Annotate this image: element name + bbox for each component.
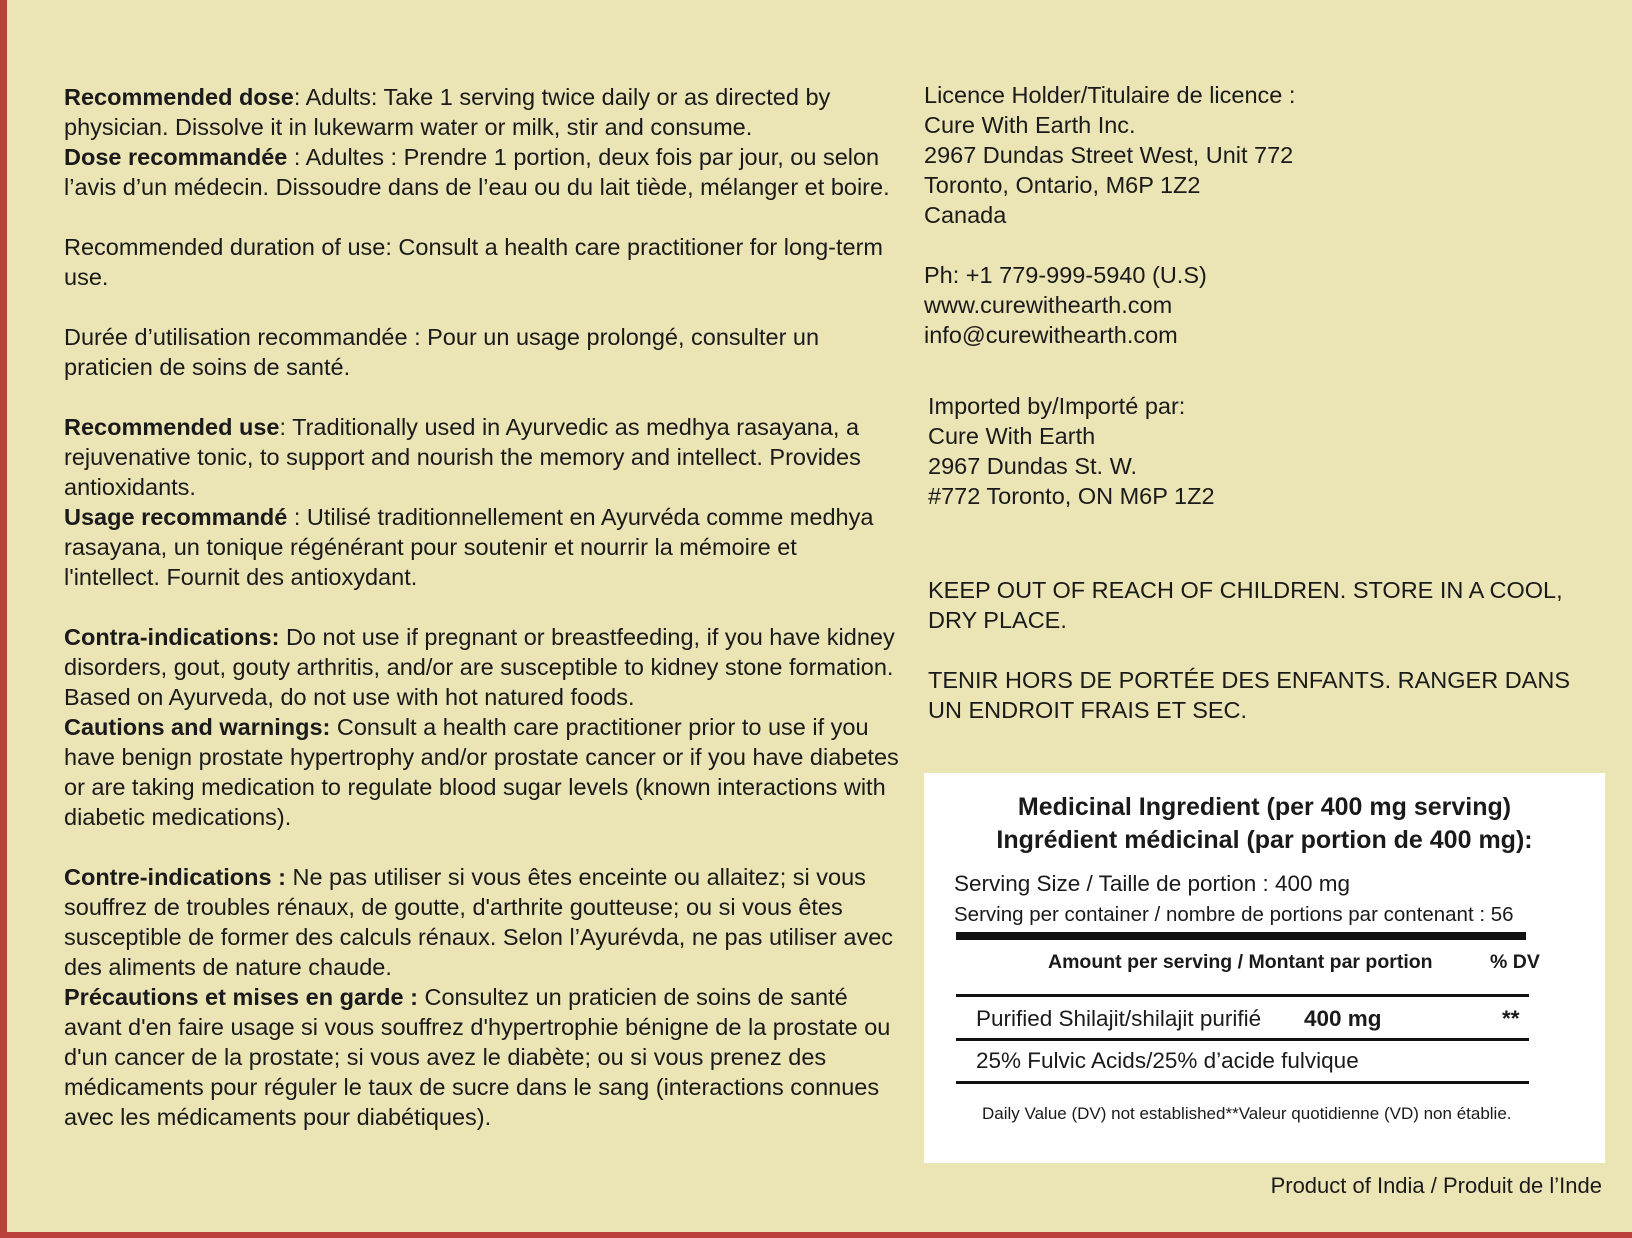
storage-warning-fr: TENIR HORS DE PORTÉE DES ENFANTS. RANGER DANS UN ENDROIT FRAIS ET SEC. xyxy=(928,667,1571,723)
bottom-border xyxy=(0,1232,1632,1238)
servings-per-container: Serving per container / nombre de portions par contenant : 56 xyxy=(954,903,1514,926)
ingredient-dv: ** xyxy=(1502,1006,1520,1031)
contra-fr: Contre-indications : Ne pas utiliser si vous êtes enceinte ou allaitez; si vous souffrez de troubles rénaux, de goutte, d'arthrite goutteuse; ou si vous êtes susceptible de former des calculs rénaux. Selon l’Ayurévda, ne pas utiliser avec des aliments de nature chaude. xyxy=(64,864,894,980)
amount-header: Amount per serving / Montant par portion xyxy=(1048,951,1433,973)
duration-en: Recommended duration of use: Consult a health care practitioner for long-term use. xyxy=(64,234,884,290)
rule-2 xyxy=(956,1038,1529,1041)
importer-name: Cure With Earth xyxy=(928,423,1096,449)
panel-title-fr: Ingrédient médicinal (par portion de 400 mg): xyxy=(996,826,1533,854)
importer-heading: Imported by/Importé par: xyxy=(928,393,1186,419)
rule-1 xyxy=(956,994,1529,997)
licence-block xyxy=(924,80,1295,350)
licence-city: Toronto, Ontario, M6P 1Z2 xyxy=(924,172,1201,198)
left-column xyxy=(64,82,899,1132)
website-link[interactable]: www.curewithearth.com xyxy=(924,292,1173,318)
contra-en: Contra-indications: Do not use if pregnant or breastfeeding, if you have kidney disorders, gout, gouty arthritis, and/or are susceptible to kidney stone formation. Based on Ayurveda, do not use with hot natured foods. xyxy=(64,624,895,710)
licence-heading: Licence Holder/Titulaire de licence : xyxy=(924,82,1296,108)
serving-size: Serving Size / Taille de portion : 400 mg xyxy=(954,871,1351,896)
product-origin: Product of India / Produit de l’Inde xyxy=(1270,1173,1602,1198)
cautions-fr: Précautions et mises en garde : Consultez un praticien de soins de santé avant d'en faire usage si vous souffrez d'hypertrophie bénigne de la prostate ou d'un cancer de la prostate; si vous avez le diabète; ou si vous prenez des médicaments pour réguler le taux de sucre dans le sang (interactions connues avec les médicaments pour diabétiques). xyxy=(64,984,891,1130)
cautions-en: Cautions and warnings: Consult a health care practitioner prior to use if you have benign prostate hypertrophy and/or prostate cancer or if you have diabetes or are taking medication to regulate blood sugar levels (known interactions with diabetic medications). xyxy=(64,714,899,830)
licence-country: Canada xyxy=(924,202,1007,228)
medicinal-ingredient-panel xyxy=(924,773,1605,1163)
phone: Ph: +1 779-999-5940 (U.S) xyxy=(924,262,1207,288)
storage-warning-en: KEEP OUT OF REACH OF CHILDREN. STORE IN A COOL, DRY PLACE. xyxy=(928,577,1563,633)
email-link[interactable]: info@curewithearth.com xyxy=(924,322,1178,348)
licence-company: Cure With Earth Inc. xyxy=(924,112,1136,138)
panel-title-en: Medicinal Ingredient (per 400 mg serving) xyxy=(1017,793,1512,821)
sub-ingredient: 25% Fulvic Acids/25% d’acide fulvique xyxy=(976,1048,1359,1073)
duration-fr: Durée d’utilisation recommandée : Pour un usage prolongé, consulter un praticien de soins de santé. xyxy=(64,324,820,380)
dv-note: Daily Value (DV) not established**Valeur quotidienne (VD) non établie. xyxy=(982,1104,1512,1123)
use-fr: Usage recommandé : Utilisé traditionnellement en Ayurvéda comme medhya rasayana, un tonique régénérant pour soutenir et nourrir la mémoire et l'intellect. Fournit des antioxydant. xyxy=(64,504,874,590)
dv-header: % DV xyxy=(1490,951,1540,973)
importer-city: #772 Toronto, ON M6P 1Z2 xyxy=(928,483,1215,509)
importer-block xyxy=(928,391,1215,511)
use-en: Recommended use: Traditionally used in Ayurvedic as medhya rasayana, a rejuvenative tonic, to support and nourish the memory and intellect. Provides antioxidants. xyxy=(64,414,861,500)
ingredient-amount: 400 mg xyxy=(1304,1006,1382,1031)
left-border xyxy=(0,0,7,1238)
rule-3 xyxy=(956,1081,1529,1084)
thick-rule xyxy=(956,932,1526,940)
dose-fr: Dose recommandée : Adultes : Prendre 1 portion, deux fois par jour, ou selon l’avis d’un médecin. Dissoudre dans de l’eau ou du lait tiède, mélanger et boire. xyxy=(64,144,890,200)
licence-street: 2967 Dundas Street West, Unit 772 xyxy=(924,142,1294,168)
dose-en: Recommended dose: Adults: Take 1 serving twice daily or as directed by physician. Dissolve it in lukewarm water or milk, stir and consume. xyxy=(64,84,831,140)
ingredient-name: Purified Shilajit/shilajit purifié xyxy=(976,1006,1262,1031)
importer-street: 2967 Dundas St. W. xyxy=(928,453,1138,479)
